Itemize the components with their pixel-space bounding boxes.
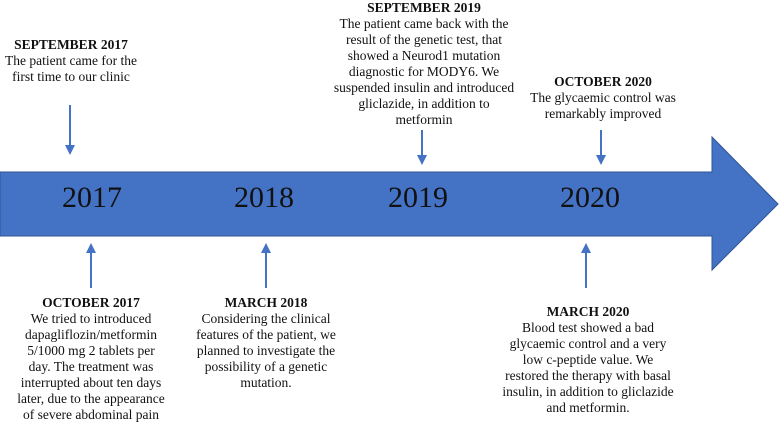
event-date: MARCH 2018 [224, 295, 308, 310]
year-label-2017: 2017 [62, 181, 122, 214]
event-october-2020 [520, 74, 686, 122]
event-text: Blood test showed a bad glycaemic control and a very low c-peptide value. We restored the therapy with basal insulin, in addition to gliclazide and metformin. [502, 320, 674, 415]
event-date: SEPTEMBER 2019 [367, 0, 481, 15]
event-text: Considering the clinical features of the patient, we planned to investigate the possibility of a genetic mutation. [196, 311, 336, 390]
event-march-2020 [500, 304, 676, 416]
event-march-2018 [196, 295, 336, 391]
event-date: SEPTEMBER 2017 [14, 37, 128, 52]
event-text: The patient came for the first time to our clinic [5, 53, 137, 84]
event-date: OCTOBER 2017 [42, 295, 140, 310]
event-text: We tried to introduced dapagliflozin/metformin 5/1000 mg 2 tablets per day. The treatment was interrupted about ten days later, due to the appearance of severe abdominal pain [17, 311, 165, 422]
year-label-2020: 2020 [560, 181, 620, 214]
year-label-2018: 2018 [234, 181, 294, 214]
event-text: The patient came back with the result of the genetic test, that showed a Neurod1 mutation diagnostic for MODY6. We suspended insulin and introduced gliclazide, in addition to metformin [333, 16, 515, 127]
event-september-2017 [4, 37, 138, 85]
event-date: MARCH 2020 [546, 304, 630, 319]
event-september-2019 [330, 0, 518, 128]
event-october-2017 [16, 295, 166, 423]
event-text: The glycaemic control was remarkably improved [530, 90, 676, 121]
year-label-2019: 2019 [388, 181, 448, 214]
event-date: OCTOBER 2020 [554, 74, 652, 89]
